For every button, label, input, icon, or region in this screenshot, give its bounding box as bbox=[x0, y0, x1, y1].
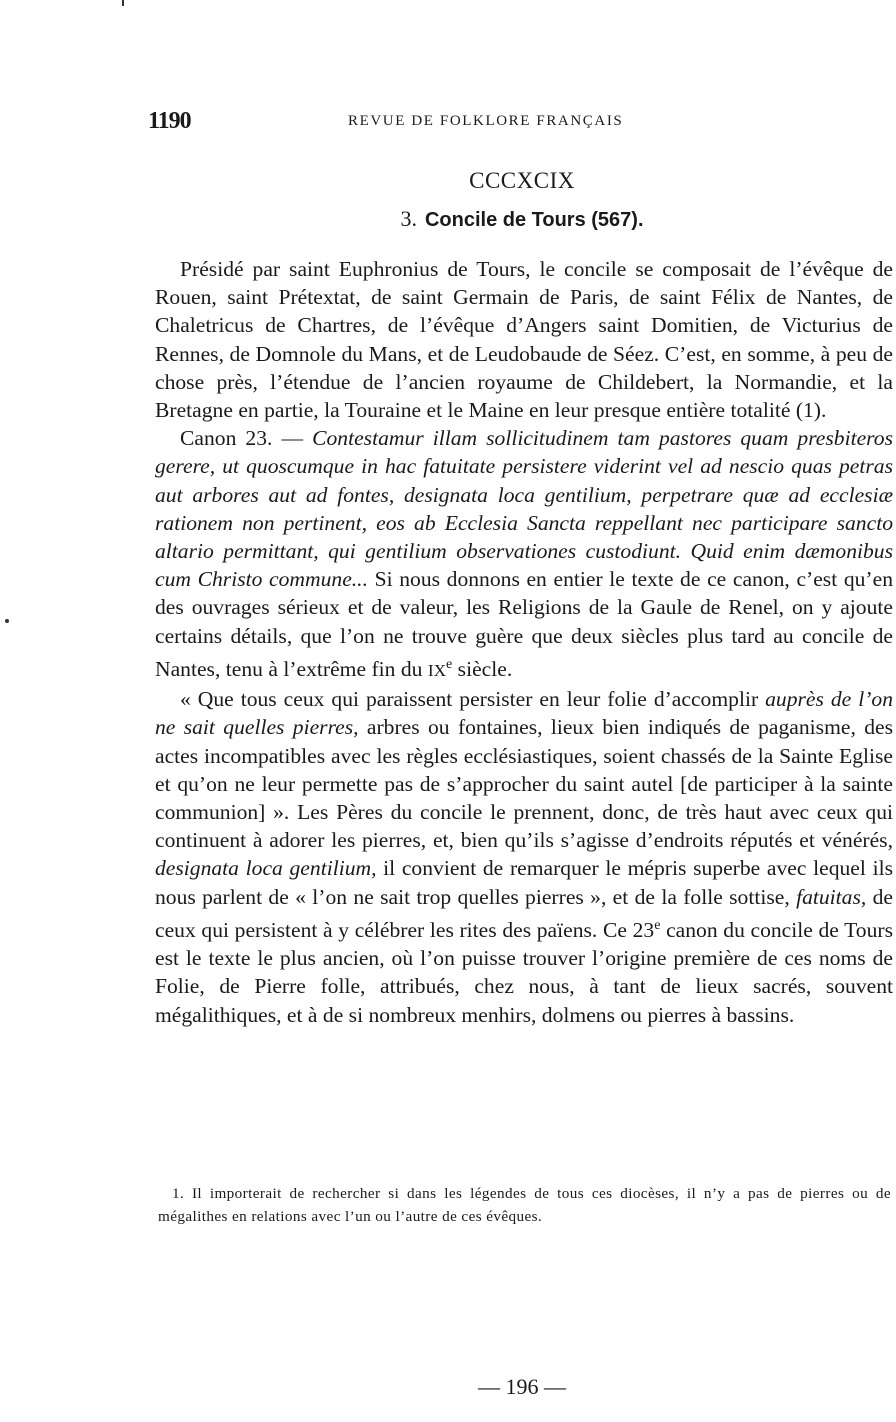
latin-quote: Contestamur illam sollicitudinem tam pastores quam presbiteros gerere, ut quoscumque in hac fatuitate persistere viderint vel ad nescio quas petras aut arbores aut ad fontes, designata loca gentilium, perpetrare quæ ad ecclesiæ rationem non pertinent, eos ab Ecclesia Sancta reppellant nec participare sancto altario permittant, qui gentilium observationes custodiunt. Quid enim dæmonibus cum Christo commune... bbox=[155, 426, 893, 592]
paragraph-3 bbox=[155, 685, 893, 1029]
paragraph-2-end: siècle. bbox=[452, 657, 513, 682]
paragraph-2 bbox=[155, 424, 893, 685]
paragraph-3-text-e: canon du concile de Tours est le texte le plus ancien, où l’on puisse trouver l’origine première de ces noms de Folie, de Pierre folle, attribués, chez nous, à tant de lieux sacrés, souvent mégalithiques, et à de si nombreux menhirs, dolmens ou pierres à bassins. bbox=[155, 918, 893, 1027]
chapter-numeral: CCCXCIX bbox=[469, 168, 575, 193]
ordinal-suffix: e bbox=[654, 916, 661, 933]
section-title bbox=[0, 206, 896, 232]
century-numeral: IX bbox=[427, 661, 447, 681]
folio-number: — 196 — bbox=[478, 1374, 566, 1399]
italic-phrase-3: fatuitas, bbox=[796, 884, 867, 909]
running-title: REVUE DE FOLKLORE FRANÇAIS bbox=[348, 113, 624, 129]
scan-mark-left bbox=[5, 619, 9, 623]
paragraph-1: Présidé par saint Euphronius de Tours, le concile se composait de l’évêque de Rouen, saint Prétextat, de saint Germain de Paris, de saint Félix de Nantes, de Chaletricus de Chartres, de l’évêque d’Angers saint Domitien, de Victurius de Rennes, de Domnole du Mans, et de Leudobaude de Séez. C’est, en somme, à peu de chose près, l’étendue de l’ancien royaume de Childebert, la Normandie, et la Bretagne en partie, la Touraine et le Maine en leur presque entière totalité (1). bbox=[155, 257, 893, 423]
century-suffix: e bbox=[446, 655, 453, 672]
section-name: Concile de Tours (567). bbox=[424, 209, 644, 231]
paragraph-3-text-a: « Que tous ceux qui paraissent persister en leur folie d’accomplir bbox=[180, 687, 766, 712]
footnote-1: 1. Il importerait de rechercher si dans les légendes de tous ces diocèses, il n’y a pas de pierres ou de mégalithes en relations avec l’un ou l’autre de ces évêques. bbox=[158, 1185, 891, 1225]
paragraph-3-text-b: arbres ou fontaines, lieux bien indiqués de paganisme, des actes incompatibles avec les règles ecclésiastiques, soient chassés de la Sainte Eglise et qu’on ne leur permette pas de s’approcher du saint autel [de participer à la sainte communion] ». Les Pères du concile le prennent, donc, de très haut avec ceux qui continuent à adorer les pierres, et, bien qu’ils s’agisse d’endroits réputés et vénérés, bbox=[155, 715, 893, 853]
paragraph-3-text-c: il convient de remarquer le mépris superbe avec lequel ils nous parlent de « l’on ne sait trop quelles pierres », et de la folle sottise, bbox=[155, 856, 893, 909]
page-header bbox=[148, 108, 896, 138]
canon-label: Canon 23. — bbox=[180, 426, 313, 451]
scan-mark-top bbox=[122, 0, 124, 6]
footnote bbox=[158, 1183, 891, 1228]
italic-phrase-2: designata loca gentilium, bbox=[155, 856, 377, 881]
page-number: 1190 bbox=[148, 108, 191, 134]
paragraph-3-text-d: de ceux qui persistent à y célébrer les rites des païens. Ce 23 bbox=[155, 884, 893, 943]
italic-phrase-1: auprès de l’on ne sait quelles pierres, bbox=[155, 687, 893, 740]
body-text bbox=[155, 255, 893, 1029]
section-number: 3. bbox=[400, 206, 417, 231]
paragraph-2-text: Si nous donnons en entier le texte de ce canon, c’est qu’en des ouvrages sérieux et de valeur, les Religions de la Gaule de Renel, on y ajoute certains détails, que l’on ne trouve guère que deux siècles plus tard au concile de Nantes, tenu à l’extrême fin du bbox=[155, 567, 893, 682]
